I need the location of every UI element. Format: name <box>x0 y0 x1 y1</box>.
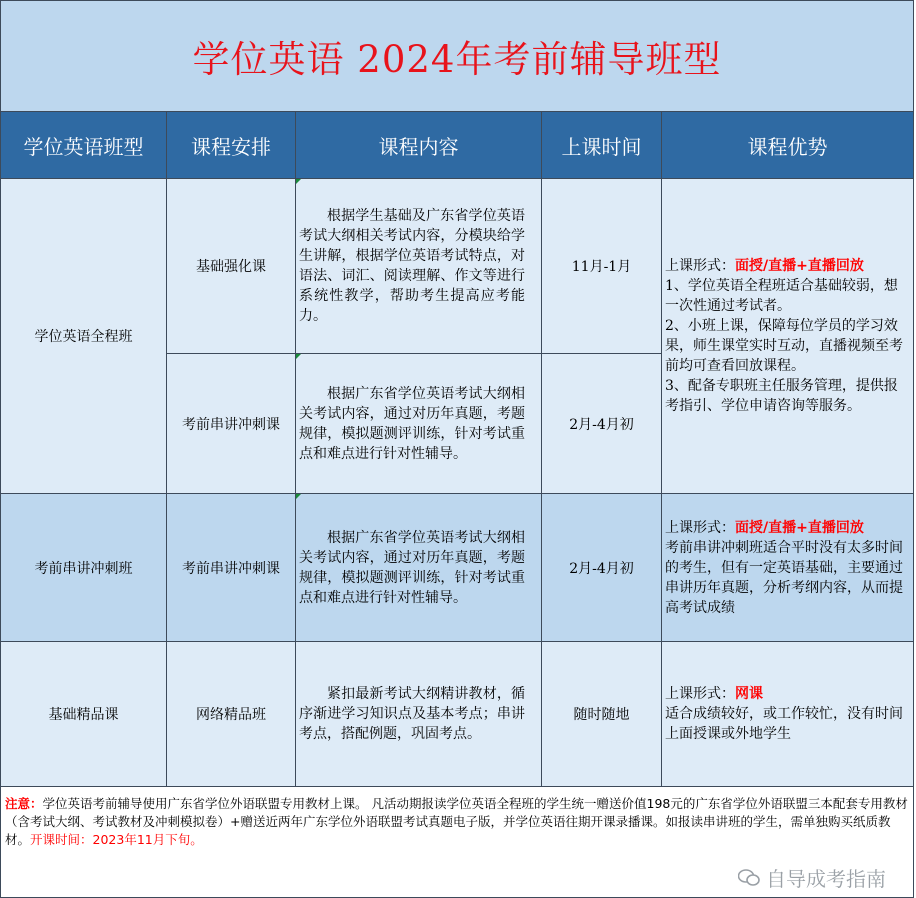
time-sprint-review: 2月-4月初 <box>542 354 662 494</box>
time-basic-strengthen: 11月-1月 <box>542 179 662 354</box>
wechat-icon <box>738 869 760 887</box>
advantage-text: 考前串讲冲刺班适合平时没有太多时间的考生，但有一定英语基础，主要通过串讲历年真题，分析考纲内容，从而提高考试成绩 <box>665 539 903 616</box>
header-content: 课程内容 <box>296 112 542 179</box>
content-basic-strengthen: 根据学生基础及广东省学位英语考试大纲相关考试内容，分模块给学生讲解，根据学位英语考试特点，对语法、词汇、阅读理解、作文等进行系统性教学，帮助考生提高应考能力。 <box>299 208 525 324</box>
note-open-time: 开课时间：2023年11月下旬。 <box>30 832 203 847</box>
advantage-full-cell <box>662 179 914 494</box>
header-schedule: 课程安排 <box>167 112 296 179</box>
note-label: 注意： <box>5 796 43 811</box>
content-sprint-review: 根据广东省学位英语考试大纲相关考试内容，通过对历年真题，考题规律，模拟题测评训练，针对考试重点和难点进行针对性辅导。 <box>299 385 525 462</box>
header-class-type: 学位英语班型 <box>1 112 167 179</box>
course-sprint: 考前串讲冲刺课 <box>167 494 296 642</box>
note <box>1 787 913 849</box>
time-sprint: 2月-4月初 <box>542 494 662 642</box>
mode-value: 面授/直播+直播回放 <box>735 519 864 536</box>
mode-value: 网课 <box>735 686 763 702</box>
advantage-full <box>662 256 913 416</box>
advantage-sprint-cell <box>662 494 914 642</box>
header-row <box>1 112 914 179</box>
class-type-sprint: 考前串讲冲刺班 <box>1 494 167 642</box>
table-row <box>1 179 914 354</box>
mode-prefix: 上课形式： <box>665 258 735 274</box>
content-cell <box>296 642 542 787</box>
content-cell <box>296 354 542 494</box>
course-basic-strengthen: 基础强化课 <box>167 179 296 354</box>
page-title: 学位英语 2024年考前辅导班型 <box>192 38 722 81</box>
mode-value: 面授/直播+直播回放 <box>735 258 864 274</box>
advantage-basic <box>662 684 913 744</box>
advantage-text: 适合成绩较好，或工作较忙，没有时间上面授课或外地学生 <box>665 706 903 742</box>
table-row <box>1 642 914 787</box>
content-sprint: 根据广东省学位英语考试大纲相关考试内容，通过对历年真题，考题规律，模拟题测评训练，针对考试重点和难点进行针对性辅导。 <box>299 529 525 606</box>
title-cell <box>1 1 914 112</box>
time-online: 随时随地 <box>542 642 662 787</box>
advantage-sprint <box>662 518 913 618</box>
mode-prefix: 上课形式： <box>665 686 735 702</box>
watermark <box>738 863 886 892</box>
class-type-full: 学位英语全程班 <box>1 179 167 494</box>
header-advantage: 课程优势 <box>662 112 914 179</box>
course-sprint-review: 考前串讲冲刺课 <box>167 354 296 494</box>
watermark-text: 自导成考指南 <box>766 867 886 891</box>
note-body: 学位英语考前辅导使用广东省学位外语联盟专用教材上课。 凡活动期报读学位英语全程班的学生统一赠送价值198元的广东省学位外语联盟三本配套专用教材（含考试大纲、考试教材及冲刺模拟卷）+赠送近两年广东学位外语联盟考试真题电子版，并学位英语往期开课录播课。如报读串讲班的学生，需单独购买纸质教材。 <box>5 796 908 847</box>
table-row <box>1 494 914 642</box>
content-cell <box>296 179 542 354</box>
course-online: 网络精品班 <box>167 642 296 787</box>
mode-prefix: 上课形式： <box>665 519 735 536</box>
content-online: 紧扣最新考试大纲精讲教材，循序渐进学习知识点及基本考点；串讲考点，搭配例题，巩固考点。 <box>299 686 525 742</box>
advantage-text: 1、学位英语全程班适合基础较弱，想一次性通过考试者。 2、小班上课，保障每位学员的学习效果，师生课堂实时互动，直播视频至考前均可查看回放课程。 3、配备专职班主任服务管理，提供报考指引、学位申请咨询等服务。 <box>665 278 903 414</box>
class-type-basic: 基础精品课 <box>1 642 167 787</box>
header-time: 上课时间 <box>542 112 662 179</box>
advantage-basic-cell <box>662 642 914 787</box>
content-cell <box>296 494 542 642</box>
